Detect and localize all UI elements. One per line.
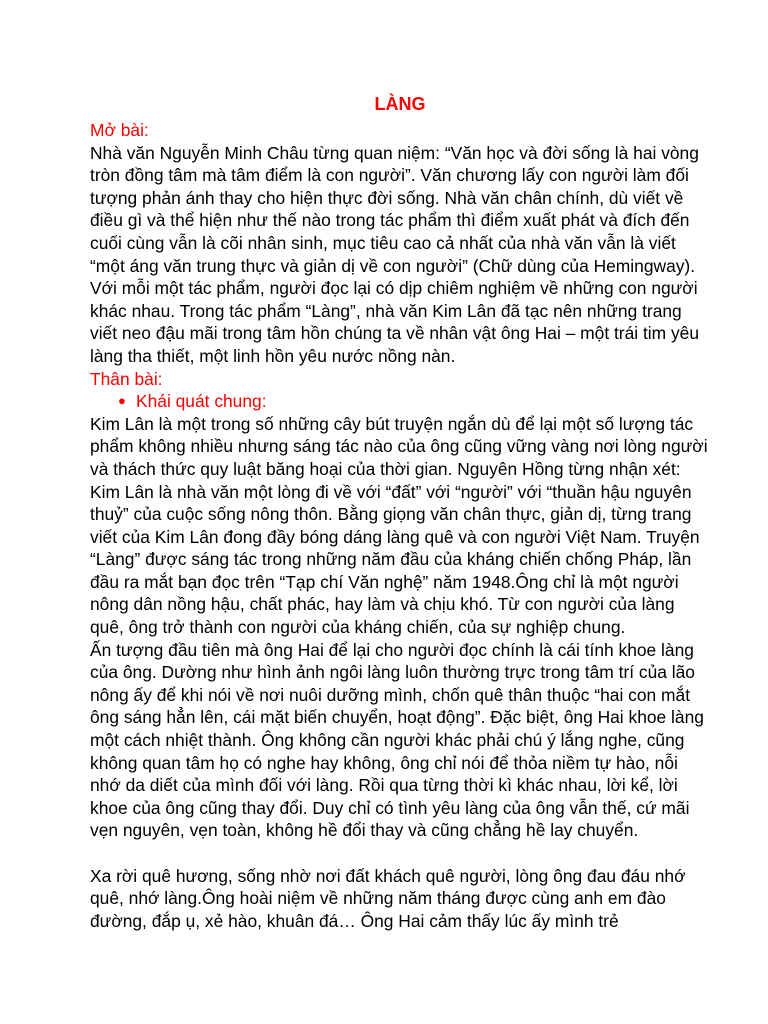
intro-paragraph: Nhà văn Nguyễn Minh Châu từng quan niệm: “Văn học và đời sống là hai vòng tròn đồng tâm mà tâm điểm là con người”. Văn chương lấy con người làm đối tượng phản ánh thay cho hiện thực đời sống. Nhà văn chân chính, dù viết về điều gì và thể hiện như thế nào trong tác phẩm thì điểm xuất phát và đích đến cuối cùng vẫn là cõi nhân sinh, mục tiêu cao cả nhất của nhà văn vẫn là viết “một áng văn trung thực và giản dị về con người” (Chữ dùng của Hemingway). Với mỗi một tác phẩm, người đọc lại có dịp chiêm nghiệm về những con người khác nhau. Trong tác phẩm “Làng”, nhà văn Kim Lân đã tạc nên những trang viết neo đậu mãi trong tâm hồn chúng ta về nhân vật ông Hai – một trái tim yêu làng tha thiết, một linh hồn yêu nước nồng nàn. bbox=[90, 142, 700, 366]
page-title: LÀNG bbox=[374, 94, 426, 114]
document-page bbox=[90, 92, 710, 932]
bullet-label: Khái quát chung: bbox=[136, 391, 267, 412]
body-paragraph-1: Kim Lân là một trong số những cây bút truyện ngắn dù để lại một số lượng tác phẩm không nhiều nhưng sáng tác nào của ông cũng vững vàng nơi lòng người và thách thức quy luật băng hoại của thời gian. Nguyên Hồng từng nhận xét: Kim Lân là nhà văn một lòng đi về với “đất” với “người” với “thuần hậu nguyên thuỷ” của cuộc sống nông thôn. Bằng giọng văn chân thực, giản dị, từng trang viết của Kim Lân đong đầy bóng dáng làng quê và con người Việt Nam. Truyện “Làng” được sáng tác trong những năm đầu của kháng chiến chống Pháp, lần đầu ra mắt bạn đọc trên “Tạp chí Văn nghệ” năm 1948.Ông chỉ là một người nông dân nồng hậu, chất phác, hay làm và chịu khó. Từ con người của làng quê, ông trở thành con người của kháng chiến, của sự nghiệp chung. bbox=[90, 413, 708, 638]
body-heading: Thân bài: bbox=[90, 368, 163, 389]
paragraph-gap bbox=[90, 842, 710, 865]
intro-heading: Mở bài: bbox=[90, 120, 149, 140]
bullet-dot-icon: ● bbox=[118, 393, 126, 409]
bullet-item bbox=[90, 390, 710, 413]
body-paragraph-3: Xa rời quê hương, sống nhờ nơi đất khách quê người, lòng ông đau đáu nhớ quê, nhớ làng.Ông hoài niệm về những năm tháng được cùng anh em đào đường, đắp ụ, xẻ hào, khuân đá… Ông Hai cảm thấy lúc ấy mình trẻ bbox=[90, 865, 686, 931]
body-paragraph-2: Ấn tượng đầu tiên mà ông Hai để lại cho người đọc chính là cái tính khoe làng của ông. Dường như hình ảnh ngôi làng luôn thường trực trong tâm trí của lão nông ấy để khi nói về nơi nuôi dưỡng mình, chốn quê thân thuộc “hai con mắt ông sáng hẳn lên, cái mặt biến chuyển, hoạt động”. Đặc biệt, ông Hai khoe làng một cách nhiệt thành. Ông không cần người khác phải chú ý lắng nghe, cũng không quan tâm họ có nghe hay không, ông chỉ nói để thỏa niềm tự hào, nỗi nhớ da diết của mình đối với làng. Rồi qua từng thời kì khác nhau, lời kể, lời khoe của ông cũng thay đổi. Duy chỉ có tình yêu làng của ông vẫn thế, cứ mãi vẹn nguyên, vẹn toàn, không hề đổi thay và cũng chẳng hề lay chuyển. bbox=[90, 639, 704, 841]
